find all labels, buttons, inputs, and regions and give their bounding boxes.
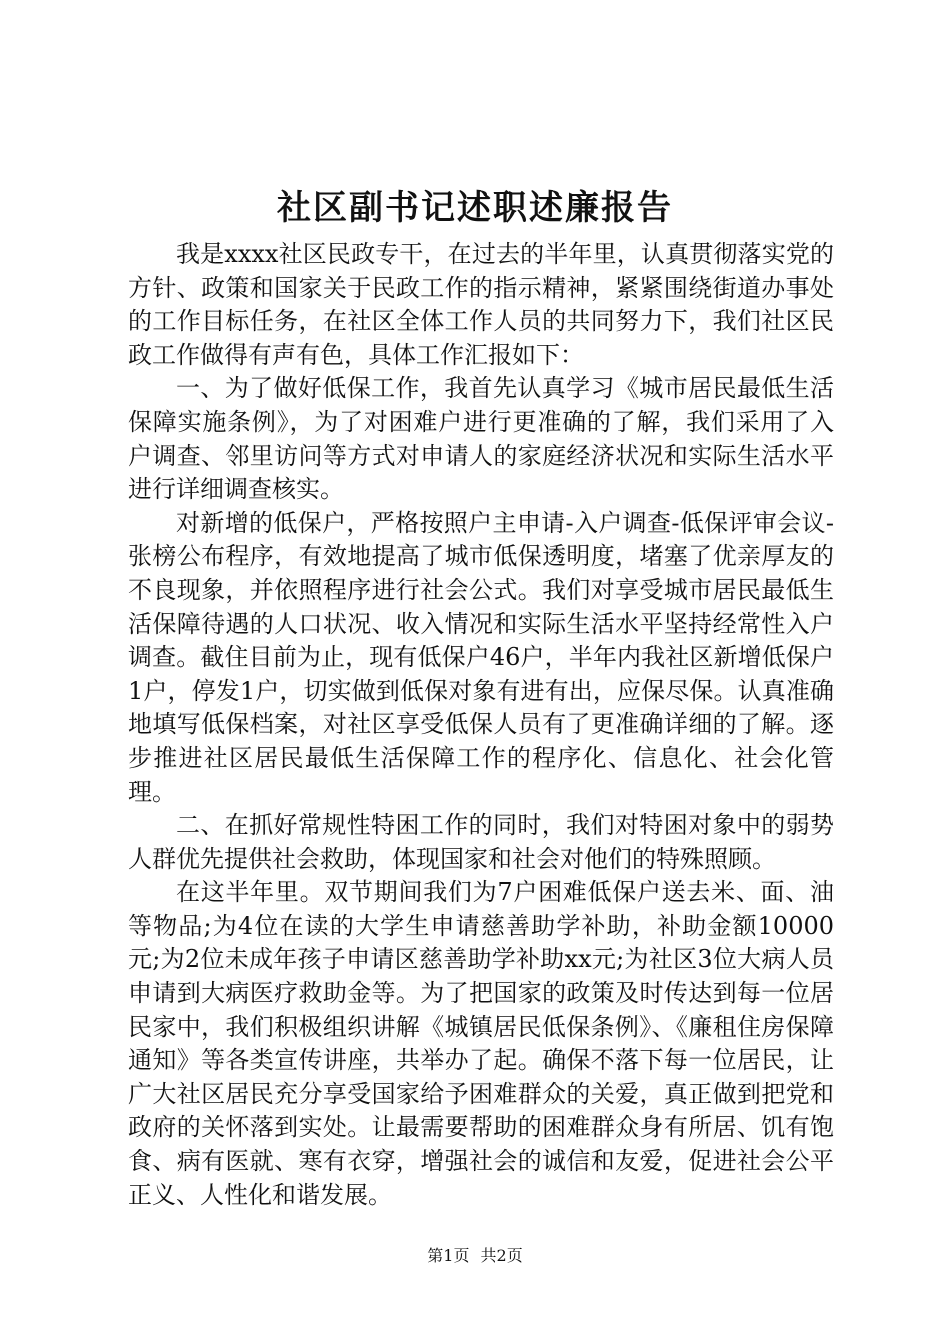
paragraph-intro: 我是xxxx社区民政专干，在过去的半年里，认真贯彻落实党的方针、政策和国家关于民政工作的指示精神，紧紧围绕街道办事处的工作目标任务，在社区全体工作人员的共同努力下，我们社区民政工作做得有声有色，具体工作汇报如下： — [128, 240, 834, 369]
page-number: 第1页 — [427, 1246, 470, 1265]
document-body — [128, 238, 834, 1212]
page-footer — [0, 1246, 950, 1266]
paragraph-new-households: 对新增的低保户，严格按照户主申请-入户调查-低保评审会议-张榜公布程序，有效地提高了城市低保透明度，堵塞了优亲厚友的不良现象，并依照程序进行社会公式。我们对享受城市居民最低生活保障待遇的人口状况、收入情况和实际生活水平坚持经常性入户调查。截住目前为止，现有低保户46户，半年内我社区新增低保户1户，停发1户，切实做到低保对象有进有出，应保尽保。认真准确地填写低保档案，对社区享受低保人员有了更准确详细的了解。逐步推进社区居民最低生活保障工作的程序化、信息化、社会化管理。 — [128, 508, 834, 806]
page-total: 共2页 — [480, 1246, 523, 1265]
paragraph-section-two: 二、在抓好常规性特困工作的同时，我们对特困对象中的弱势人群优先提供社会救助，体现国家和社会对他们的特殊照顾。 — [128, 811, 834, 873]
document-title: 社区副书记述职述廉报告 — [277, 188, 673, 228]
paragraph-section-one: 一、为了做好低保工作，我首先认真学习《城市居民最低生活保障实施条例》，为了对困难户进行更准确的了解，我们采用了入户调查、邻里访问等方式对申请人的家庭经济状况和实际生活水平进行详细调查核实。 — [128, 374, 834, 504]
paragraph-half-year: 在这半年里。双节期间我们为7户困难低保户送去米、面、油等物品;为4位在读的大学生申请慈善助学补助，补助金额10000元;为2位未成年孩子申请区慈善助学补助xx元;为社区3位大病人员申请到大病医疗救助金等。为了把国家的政策及时传达到每一位居民家中，我们积极组织讲解《城镇居民低保条例》、《廉租住房保障通知》等各类宣传讲座，共举办了起。确保不落下每一位居民，让广大社区居民充分享受国家给予困难群众的关爱，真正做到把党和政府的关怀落到实处。让最需要帮助的困难群众身有所居、饥有饱食、病有医就、寒有衣穿，增强社会的诚信和友爱，促进社会公平正义、人性化和谐发展。 — [128, 878, 834, 1209]
